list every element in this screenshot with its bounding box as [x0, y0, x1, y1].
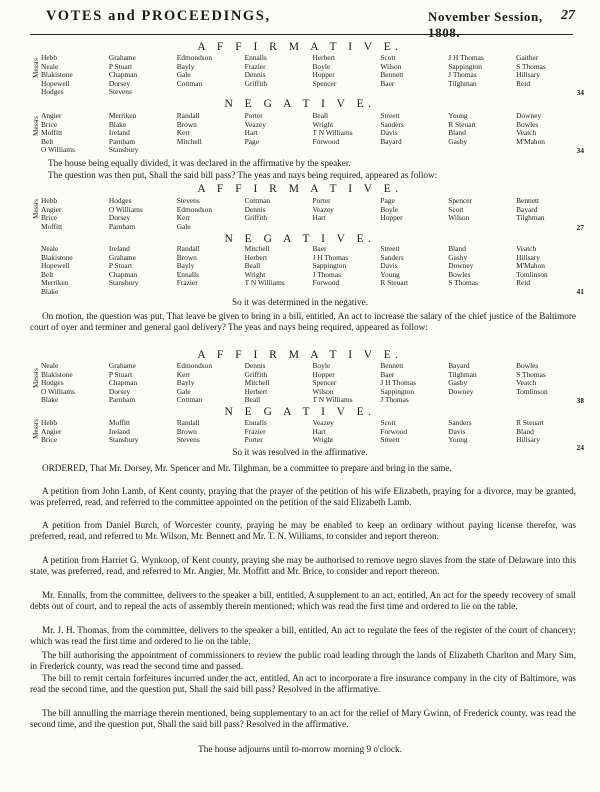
member-name: Veatch	[516, 378, 537, 388]
member-name: Kerr	[176, 213, 191, 223]
member-name: J Thomas	[380, 395, 409, 405]
member-name: Spencer	[448, 197, 473, 205]
petition-burch-paragraph: A petition from Daniel Burch, of Worcester county, praying he may be enabled to keep an ordinary without paying license therefor, was preferred, read, and referred to Mr. Wilson, Mr. Bennett and Mr. T. N. Williams, to consider and report thereon.	[30, 520, 576, 541]
member-name: Hodges	[41, 378, 64, 388]
member-name: Hopper	[312, 369, 335, 379]
name-column	[313, 197, 381, 231]
member-name: Gale	[176, 221, 191, 231]
member-name: Blakistone	[41, 252, 73, 262]
member-name: Wright	[312, 435, 334, 445]
vote2-affirmative-block	[32, 197, 584, 233]
member-name: Scott	[448, 204, 464, 214]
member-name: Page	[380, 197, 395, 205]
member-name: Ennalls	[244, 54, 267, 62]
member-name: Tilghman	[448, 78, 477, 88]
member-name: M'Mahon	[516, 261, 545, 271]
member-name: Parnham	[108, 221, 136, 231]
vote1-affirmative-names	[41, 54, 584, 97]
page-number: 27	[561, 8, 575, 23]
member-name: Scott	[380, 54, 396, 62]
member-name: Bayard	[448, 362, 470, 370]
member-name: J H Thomas	[448, 54, 484, 62]
member-name: Hodges	[108, 197, 132, 205]
member-name: S Thomas	[516, 369, 546, 379]
member-name: R Steuart	[516, 419, 544, 427]
member-name: Veazey	[312, 204, 334, 214]
member-name: Boyle	[312, 61, 331, 71]
petition-wynkoop-paragraph: A petition from Harriet G. Wynkoop, of Kent county, praying she may be authorised to remove negro slaves from the state of Delaware into this state, was preferred, read, and referred to Mr. Angier, Mr. Moffitt and Mr. Brice, to consider and report thereon.	[30, 555, 576, 576]
member-name: Blake	[108, 119, 127, 129]
member-name: Grahame	[108, 54, 136, 62]
member-name: Hebb	[41, 54, 58, 62]
member-name: Young	[448, 435, 468, 445]
member-name: Griffith	[244, 78, 268, 88]
member-name: Blake	[41, 395, 59, 405]
name-column	[313, 54, 381, 97]
member-name: Brown	[176, 119, 197, 129]
member-name: Randall	[176, 419, 200, 427]
vote2-negative-heading: N E G A T I V E.	[224, 233, 376, 245]
member-name: Merriken	[108, 112, 137, 120]
member-name: Gale	[176, 386, 191, 396]
member-name: Porter	[244, 435, 263, 445]
adjournment-line: The house adjourns until to-morrow morning 9 o'clock.	[198, 744, 402, 754]
member-name: Veazey	[312, 419, 334, 427]
name-column	[448, 54, 516, 97]
member-name: Grahame	[108, 252, 136, 262]
messrs-label: Messrs	[32, 116, 40, 136]
member-name: Stansbury	[108, 435, 139, 445]
member-name: T N Williams	[244, 278, 285, 288]
member-name: Reid	[516, 78, 531, 88]
member-name: Stevens	[176, 197, 200, 205]
member-name: Belt	[41, 269, 54, 279]
member-name: Ireland	[108, 426, 130, 436]
name-column	[516, 197, 584, 231]
vote3-affirmative-count: 38	[576, 396, 584, 405]
member-name: Streett	[380, 112, 400, 120]
name-column	[177, 54, 245, 97]
vote1-affirmative-count: 34	[576, 88, 584, 97]
member-name: Brice	[41, 213, 58, 223]
vote3-affirmative-names	[41, 362, 584, 405]
member-name: Chapman	[108, 378, 138, 388]
vote2-affirmative-heading: A F F I R M A T I V E.	[197, 183, 403, 195]
member-name: Chapman	[108, 269, 138, 279]
member-name: Brown	[176, 252, 197, 262]
member-name: Frazier	[244, 61, 266, 71]
member-name: Mitchell	[244, 378, 270, 388]
member-name: Cottman	[244, 197, 271, 205]
member-name: Boyle	[312, 362, 331, 370]
member-name: Tomlinson	[516, 386, 548, 396]
member-name: Cottman	[176, 395, 203, 405]
vote3-negative-names	[41, 419, 584, 445]
member-name: Bayard	[516, 204, 538, 214]
name-column	[245, 245, 313, 297]
name-column	[109, 362, 177, 405]
member-name: Grahame	[108, 362, 136, 370]
name-column	[41, 419, 109, 445]
member-name: Bland	[448, 245, 466, 253]
member-name: Veatch	[516, 245, 537, 253]
vote1-result: The house being equally divided, it was declared in the affirmative by the speaker.	[48, 158, 351, 168]
member-name: Mitchell	[244, 245, 270, 253]
member-name: Edmondson	[176, 54, 213, 62]
vote2-affirmative-count: 27	[576, 223, 584, 232]
member-name: Veatch	[516, 128, 537, 138]
vote1-question: The question was then put, Shall the said bill pass? The yeas and nays being required, appeared as follow:	[48, 170, 438, 180]
member-name: Neale	[41, 245, 59, 253]
member-name: Bowles	[516, 362, 539, 370]
member-name: Porter	[312, 197, 331, 205]
member-name: Frazier	[244, 426, 266, 436]
member-name: R Steuart	[448, 119, 476, 129]
name-column	[448, 112, 516, 155]
vote1-negative-block	[32, 112, 584, 157]
member-name: Griffith	[244, 369, 268, 379]
member-name: Herbert	[244, 252, 268, 262]
member-name: Beall	[312, 112, 329, 120]
member-name: Belt	[41, 136, 54, 146]
member-name: Kerr	[176, 369, 191, 379]
member-name: Mitchell	[176, 136, 202, 146]
name-column	[177, 362, 245, 405]
member-name: Boyle	[380, 204, 399, 214]
member-name: Bennett	[380, 362, 404, 370]
member-name: J Thomas	[448, 70, 477, 80]
member-name: Dennis	[244, 70, 266, 80]
member-name: Young	[448, 112, 468, 120]
vote1-negative-count: 34	[576, 146, 584, 155]
member-name: Sanders	[380, 252, 404, 262]
page-header	[30, 8, 575, 40]
member-name: Davis	[448, 426, 466, 436]
member-name: Baer	[312, 245, 327, 253]
ordered-paragraph: ORDERED, That Mr. Dorsey, Mr. Spencer and Mr. Tilghman, be a committee to prepare and bring in the same.	[42, 463, 452, 473]
name-column	[448, 197, 516, 231]
member-name: Dennis	[244, 204, 266, 214]
vote3-result: So it was resolved in the affirmative.	[232, 447, 368, 457]
member-name: Hart	[244, 128, 258, 138]
name-column	[41, 54, 109, 97]
member-name: Forwood	[312, 136, 340, 146]
member-name: Cottman	[176, 78, 203, 88]
name-column	[313, 245, 381, 297]
member-name: Streett	[380, 245, 400, 253]
name-column	[245, 419, 313, 445]
member-name: Forwood	[380, 426, 408, 436]
member-name: Forwood	[312, 278, 340, 288]
name-column	[313, 112, 381, 155]
member-name: J Thomas	[312, 269, 341, 279]
member-name: Neale	[41, 61, 59, 71]
member-name: Dorsey	[108, 386, 131, 396]
vote3-negative-heading: N E G A T I V E.	[224, 406, 376, 418]
petition-lamb-paragraph: A petition from John Lamb, of Kent county, praying that the prayer of the petition of his wife Elizabeth, praying for a divorce, may be granted, was preferred, read, and referred to the committee appointed on the petition of the said Elizabeth Lamb.	[30, 486, 576, 507]
vote1-negative-names	[41, 112, 584, 155]
supplement-bill-paragraph: Mr. Ennalls, from the committee, delivers to the speaker a bill, entitled, A supplement to an act, entitled, An act for the speedy recovery of small debts out of court, and to repeal the acts of assembly therein mentioned; which was read the first time and ordered to lie on the table.	[30, 590, 576, 611]
member-name: Davis	[380, 261, 398, 271]
member-name: Hart	[312, 426, 326, 436]
member-name: J H Thomas	[380, 378, 416, 388]
member-name: Griffith	[244, 213, 268, 223]
member-name: Dorsey	[108, 213, 131, 223]
marriage-bill-paragraph: The bill annulling the marriage therein mentioned, being supplementary to an act for the relief of Mary Gwinn, of Frederick county, was read the second time, and the question put, Shall the said bill pass? Resolved in the affirmative.	[30, 708, 576, 729]
vote3-affirmative-block	[32, 362, 584, 407]
member-name: Hopper	[312, 70, 335, 80]
member-name: Herbert	[312, 54, 336, 62]
member-name: O Williams	[41, 386, 75, 396]
member-name: Dennis	[244, 362, 266, 370]
member-name: Beall	[244, 395, 261, 405]
name-column	[177, 112, 245, 155]
member-name: Brice	[41, 435, 58, 445]
member-name: Stansbury	[108, 278, 139, 288]
name-column	[177, 197, 245, 231]
member-name: Kerr	[176, 128, 191, 138]
name-column	[41, 245, 109, 297]
member-name: Ennalls	[176, 269, 199, 279]
chancery-fees-paragraph: Mr. J. H. Thomas, from the committee, delivers to the speaker a bill, entitled, An act to regulate the fees of the register of the court of chancery; which was read the first time and ordered to lie on the table.	[30, 625, 576, 646]
member-name: Edmondson	[176, 362, 213, 370]
vote1-affirmative-heading: A F F I R M A T I V E.	[197, 41, 403, 53]
member-name: Bayard	[380, 136, 402, 146]
member-name: Chapman	[108, 70, 138, 80]
member-name: Hopewell	[41, 261, 70, 271]
member-name: Merriken	[41, 278, 69, 288]
member-name: Randall	[176, 245, 200, 253]
name-column	[380, 362, 448, 405]
member-name: Stevens	[108, 87, 132, 97]
name-column	[516, 245, 584, 297]
name-column	[516, 419, 584, 445]
vote3-negative-count: 24	[576, 443, 584, 452]
name-column	[109, 197, 177, 231]
name-column	[109, 112, 177, 155]
name-column	[448, 419, 516, 445]
member-name: P Stuart	[108, 369, 133, 379]
member-name: S Thomas	[448, 278, 478, 288]
member-name: Gale	[176, 70, 191, 80]
name-column	[245, 54, 313, 97]
name-column	[109, 419, 177, 445]
member-name: Gaither	[516, 54, 539, 62]
member-name: Bayly	[176, 378, 195, 388]
member-name: Downey	[448, 386, 474, 396]
name-column	[516, 112, 584, 155]
fire-insurance-paragraph: The bill to remit certain forfeitures incurred under the act, entitled, An act to incorporate a fire insurance company in the city of Baltimore, was read the second time, and the question put, Shall the said bill pass? Resolved in the affirmative.	[30, 673, 576, 694]
member-name: Page	[244, 136, 259, 146]
name-column	[177, 419, 245, 445]
member-name: Sappington	[448, 61, 482, 71]
member-name: Hart	[312, 213, 326, 223]
member-name: Ireland	[108, 128, 130, 138]
motion-paragraph: On motion, the question was put, That leave be given to bring in a bill, entitled, An act to increase the salary of the chief justice of the Baltimore court of oyer and terminer and general gaol delivery? The yeas and nays being required, appeared as follow:	[30, 311, 576, 332]
member-name: Edmondson	[176, 204, 213, 214]
name-column	[41, 197, 109, 231]
member-name: Sanders	[448, 419, 472, 427]
messrs-label: Messrs	[32, 58, 40, 78]
name-column	[245, 362, 313, 405]
member-name: Dorsey	[108, 78, 131, 88]
name-column	[313, 419, 381, 445]
member-name: Blakistone	[41, 369, 73, 379]
member-name: Wilson	[312, 386, 334, 396]
member-name: J H Thomas	[312, 252, 349, 262]
vote1-affirmative-block	[32, 54, 584, 99]
member-name: Downey	[516, 112, 542, 120]
name-column	[380, 54, 448, 97]
member-name: Bennett	[516, 197, 540, 205]
messrs-label: Messrs	[32, 199, 40, 219]
name-column	[380, 112, 448, 155]
member-name: Bland	[448, 128, 466, 138]
member-name: Bennett	[380, 70, 404, 80]
member-name: Brice	[41, 119, 58, 129]
member-name: Wright	[244, 269, 266, 279]
messrs-label: Messrs	[32, 368, 40, 388]
member-name: P Stuart	[108, 261, 133, 271]
member-name: Angier	[41, 204, 62, 214]
member-name: Frazier	[176, 278, 198, 288]
member-name: Bowles	[448, 269, 471, 279]
vote2-affirmative-names	[41, 197, 584, 231]
name-column	[380, 245, 448, 297]
member-name: Ennalls	[244, 419, 267, 427]
page-title: VOTES and PROCEEDINGS,	[46, 8, 271, 24]
member-name: Parnham	[108, 395, 136, 405]
member-name: Sappington	[380, 386, 415, 396]
member-name: Veazey	[244, 119, 266, 129]
name-column	[41, 362, 109, 405]
member-name: Bayly	[176, 261, 195, 271]
member-name: Hebb	[41, 419, 58, 427]
member-name: Hillsary	[516, 435, 540, 445]
member-name: T N Williams	[312, 128, 353, 138]
name-column	[380, 197, 448, 231]
member-name: Downey	[448, 261, 474, 271]
member-name: Moffitt	[108, 419, 131, 427]
session-date: November Session, 1808.	[428, 9, 543, 40]
member-name: Tilghman	[516, 213, 545, 223]
member-name: Gasby	[448, 136, 468, 146]
member-name: Young	[380, 269, 400, 279]
vote3-affirmative-heading: A F F I R M A T I V E.	[197, 349, 403, 361]
member-name: Moffitt	[41, 128, 63, 138]
name-column	[448, 245, 516, 297]
member-name: R Steuart	[380, 278, 409, 288]
name-column	[177, 245, 245, 297]
member-name: O Williams	[108, 204, 143, 214]
member-name: Beall	[244, 261, 261, 271]
name-column	[448, 362, 516, 405]
vote1-negative-heading: N E G A T I V E.	[224, 98, 376, 110]
header-rule	[30, 34, 573, 35]
member-name: Tilghman	[448, 369, 477, 379]
vote2-negative-count: 41	[576, 287, 584, 296]
member-name: Gasby	[448, 378, 468, 388]
member-name: Stansbury	[108, 145, 139, 155]
vote2-negative-names	[41, 245, 584, 297]
member-name: Sappington	[312, 261, 347, 271]
member-name: Bayly	[176, 61, 195, 71]
member-name: Moffitt	[41, 221, 63, 231]
member-name: Gasby	[448, 252, 468, 262]
name-column	[313, 362, 381, 405]
member-name: O Williams	[41, 145, 75, 155]
member-name: Stevens	[176, 435, 200, 445]
member-name: Hillsary	[516, 252, 540, 262]
member-name: Bowles	[516, 119, 539, 129]
member-name: Ireland	[108, 245, 130, 253]
member-name: Blake	[41, 286, 59, 296]
member-name: Herbert	[244, 386, 268, 396]
member-name: Wright	[312, 119, 334, 129]
member-name: Neale	[41, 362, 59, 370]
member-name: T N Williams	[312, 395, 353, 405]
member-name: M'Mahon	[516, 136, 545, 146]
vote2-negative-block	[32, 245, 584, 298]
member-name: Davis	[380, 128, 398, 138]
member-name: Spencer	[312, 78, 337, 88]
vote2-result: So it was determined in the negative.	[232, 297, 368, 307]
member-name: Wilson	[448, 213, 470, 223]
name-column	[245, 112, 313, 155]
member-name: Hillsary	[516, 70, 540, 80]
member-name: Tomlinson	[516, 269, 548, 279]
member-name: Porter	[244, 112, 263, 120]
member-name: Randall	[176, 112, 200, 120]
name-column	[245, 197, 313, 231]
member-name: Hodges	[41, 87, 64, 97]
name-column	[516, 362, 584, 405]
member-name: Parnham	[108, 136, 136, 146]
member-name: Blakistone	[41, 70, 73, 80]
member-name: Baer	[380, 78, 395, 88]
member-name: Baer	[380, 369, 395, 379]
name-column	[109, 245, 177, 297]
name-column	[109, 54, 177, 97]
member-name: Hebb	[41, 197, 58, 205]
member-name: Streett	[380, 435, 400, 445]
member-name: Reid	[516, 278, 531, 288]
member-name: Sanders	[380, 119, 404, 129]
member-name: Angier	[41, 426, 62, 436]
member-name: Spencer	[312, 378, 337, 388]
name-column	[41, 112, 109, 155]
member-name: Hopewell	[41, 78, 70, 88]
member-name: Angier	[41, 112, 62, 120]
member-name: Bland	[516, 426, 534, 436]
messrs-label: Messrs	[32, 419, 40, 439]
name-column	[380, 419, 448, 445]
member-name: Scott	[380, 419, 396, 427]
name-column	[516, 54, 584, 97]
road-bill-paragraph: The bill authorising the appointment of commissioners to review the public road leading through the lands of Elizabeth Charlton and Mary Sim, in Frederick county, was read the second time and passed.	[30, 650, 576, 671]
member-name: Wilson	[380, 61, 402, 71]
member-name: S Thomas	[516, 61, 546, 71]
member-name: P Stuart	[108, 61, 133, 71]
member-name: Brown	[176, 426, 197, 436]
member-name: Hopper	[380, 213, 403, 223]
